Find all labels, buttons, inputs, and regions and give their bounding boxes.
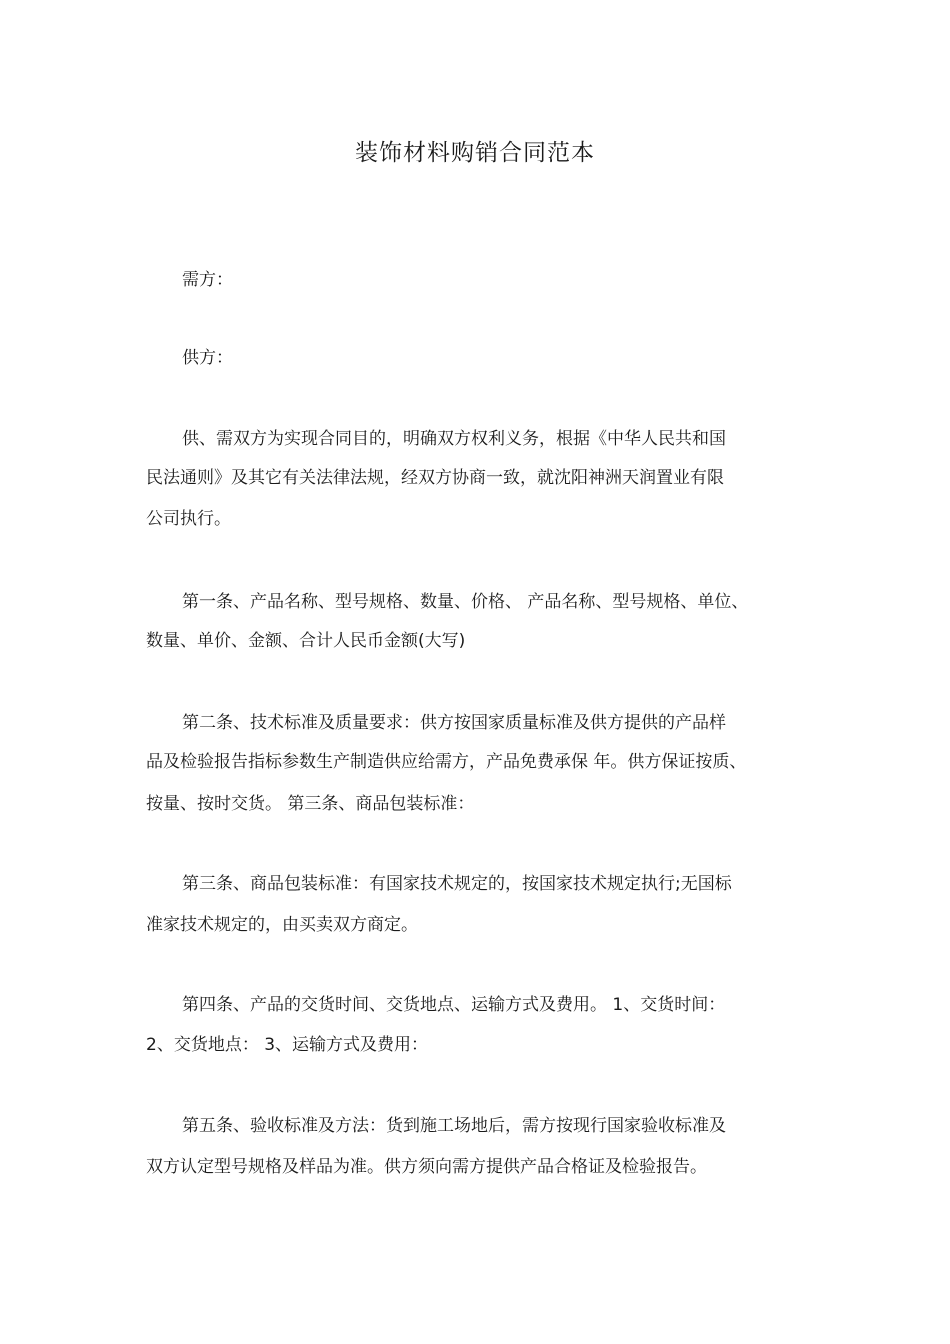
document-title: 装饰材料购销合同范本 xyxy=(355,140,595,166)
article-4-line: 第四条、产品的交货时间、交货地点、运输方式及费用。 1、交货时间： xyxy=(182,995,726,1015)
article-1-line: 数量、单价、金额、合计人民币金额(大写) xyxy=(146,631,466,651)
article-1-line: 第一条、产品名称、型号规格、数量、价格、 产品名称、型号规格、单位、 xyxy=(182,592,749,612)
article-3-line: 第三条、商品包装标准：有国家技术规定的，按国家技术规定执行;无国标 xyxy=(182,874,732,894)
article-5-line: 第五条、验收标准及方法：货到施工场地后，需方按现行国家验收标准及 xyxy=(182,1116,726,1136)
article-5-line: 双方认定型号规格及样品为准。供方须向需方提供产品合格证及检验报告。 xyxy=(146,1157,707,1177)
article-4-line: 2、交货地点： 3、运输方式及费用： xyxy=(146,1035,429,1055)
paragraph-line: 公司执行。 xyxy=(146,509,231,529)
paragraph-line: 民法通则》及其它有关法律法规，经双方协商一致，就沈阳神洲天润置业有限 xyxy=(146,468,724,488)
article-2-line: 品及检验报告指标参数生产制造供应给需方，产品免费承保 年。供方保证按质、 xyxy=(146,752,747,772)
article-2-line: 第二条、技术标准及质量要求：供方按国家质量标准及供方提供的产品样 xyxy=(182,713,726,733)
buyer-label: 需方： xyxy=(182,270,233,290)
seller-label: 供方： xyxy=(182,348,233,368)
paragraph-line: 供、需双方为实现合同目的，明确双方权利义务，根据《中华人民共和国 xyxy=(182,429,726,449)
article-3-line: 准家技术规定的，由买卖双方商定。 xyxy=(146,915,418,935)
article-2-line: 按量、按时交货。 第三条、商品包装标准： xyxy=(146,794,475,814)
